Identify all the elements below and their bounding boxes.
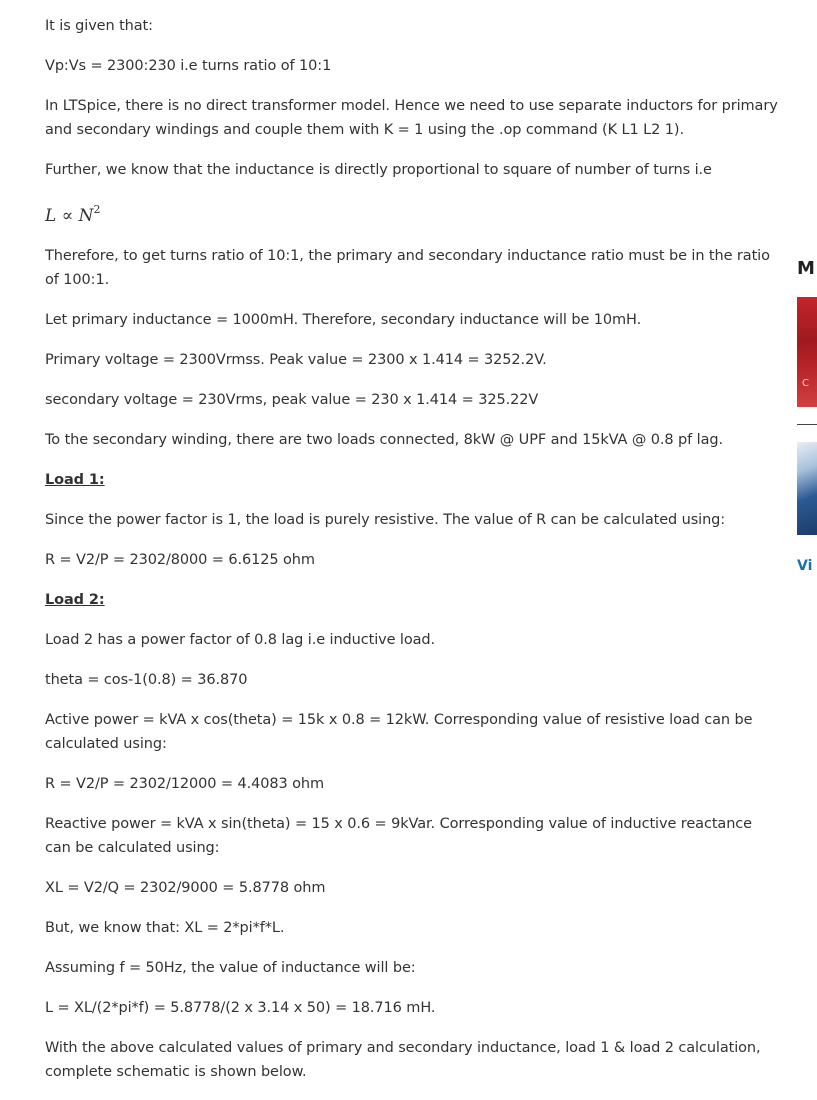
paragraph-ltspice: In LTSpice, there is no direct transformer model. Hence we need to use separate inductors for primary and secondary windings and couple them with K = 1 using the .op command (K L1 L2 1). — [45, 98, 778, 138]
paragraph-load1-desc: Since the power factor is 1, the load is purely resistive. The value of R can be calculated using: — [45, 512, 726, 528]
sidebar-heading: M — [797, 258, 815, 279]
load2-heading: Load 2: — [45, 592, 105, 608]
paragraph-secondary-voltage: secondary voltage = 230Vrms, peak value = 230 x 1.414 = 325.22V — [45, 392, 539, 408]
sidebar-book-thumbnail[interactable] — [797, 297, 817, 407]
sidebar-divider — [797, 424, 817, 425]
formula-l-prop-n2 — [45, 198, 780, 228]
paragraph-load2-desc: Load 2 has a power factor of 0.8 lag i.e inductive load. — [45, 632, 436, 648]
sidebar-book-thumbnail-2[interactable] — [797, 442, 817, 535]
paragraph-theta: theta = cos-1(0.8) = 36.870 — [45, 672, 248, 688]
paragraph-assume-f: Assuming f = 50Hz, the value of inductance will be: — [45, 960, 416, 976]
formula-exponent: 2 — [93, 203, 101, 216]
sidebar-view-link[interactable]: Vi — [797, 558, 813, 574]
paragraph-load1-r: R = V2/P = 2302/8000 = 6.6125 ohm — [45, 552, 315, 568]
paragraph-inductance-relation: Further, we know that the inductance is directly proportional to square of number of turns i.e — [45, 162, 712, 178]
paragraph-active-power: Active power = kVA x cos(theta) = 15k x 0.8 = 12kW. Corresponding value of resistive load can be calculated using: — [45, 712, 753, 752]
paragraph-inductance-ratio: Therefore, to get turns ratio of 10:1, the primary and secondary inductance ratio must be in the ratio of 100:1. — [45, 248, 770, 288]
paragraph-xl-formula: But, we know that: XL = 2*pi*f*L. — [45, 920, 285, 936]
load1-heading: Load 1: — [45, 472, 105, 488]
paragraph-given: It is given that: — [45, 18, 153, 34]
paragraph-xl: XL = V2/Q = 2302/9000 = 5.8778 ohm — [45, 880, 326, 896]
paragraph-loads: To the secondary winding, there are two loads connected, 8kW @ UPF and 15kVA @ 0.8 pf lag. — [45, 432, 723, 448]
paragraph-inductance-value: L = XL/(2*pi*f) = 5.8778/(2 x 3.14 x 50) = 18.716 mH. — [45, 1000, 436, 1016]
paragraph-schematic: With the above calculated values of primary and secondary inductance, load 1 & load 2 calculation, complete schematic is shown below. — [45, 1040, 761, 1080]
solution-body — [45, 14, 780, 1100]
paragraph-load2-r: R = V2/P = 2302/12000 = 4.4083 ohm — [45, 776, 324, 792]
paragraph-reactive-power: Reactive power = kVA x sin(theta) = 15 x 0.6 = 9kVar. Corresponding value of inductive reactance can be calculated using: — [45, 816, 752, 856]
paragraph-primary-voltage: Primary voltage = 2300Vrmss. Peak value = 2300 x 1.414 = 3252.2V. — [45, 352, 547, 368]
paragraph-turns-ratio: Vp:Vs = 2300:230 i.e turns ratio of 10:1 — [45, 58, 332, 74]
paragraph-primary-inductance: Let primary inductance = 1000mH. Therefore, secondary inductance will be 10mH. — [45, 312, 642, 328]
sidebar-book-thumbnail-text: C — [802, 378, 809, 389]
formula-left: L ∝ N — [45, 206, 94, 226]
